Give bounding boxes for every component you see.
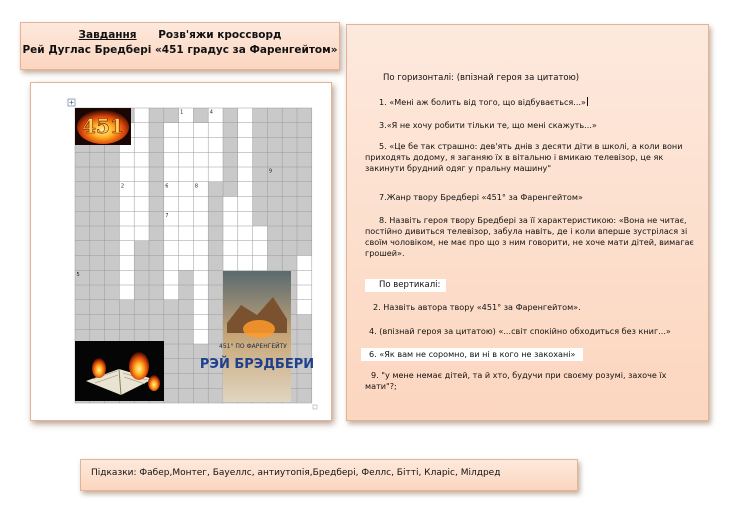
crossword-cell[interactable] xyxy=(238,108,253,123)
crossword-cell[interactable] xyxy=(164,285,179,300)
crossword-cell[interactable] xyxy=(193,123,208,138)
task-text: Розв'яжи кроссворд xyxy=(158,29,282,41)
crossword-cell[interactable] xyxy=(223,197,238,212)
crossword-cell[interactable] xyxy=(297,256,312,271)
crossword-cell[interactable] xyxy=(193,138,208,153)
crossword-cell[interactable] xyxy=(253,241,268,256)
clue-h-5: 5. «Це бе так страшно: дев'ять днів з десяти діти в школі, а коли вони приходять додому, я заганяю їх в вітальню і вмикаю телевізор, це як закинути брудний одяг у пральну машину" xyxy=(365,141,683,173)
crossword-cell[interactable] xyxy=(297,300,312,315)
crossword-cell[interactable] xyxy=(119,152,134,167)
crossword-cell[interactable] xyxy=(134,138,149,153)
crossword-cell[interactable] xyxy=(119,256,134,271)
crossword-cell[interactable] xyxy=(208,123,223,138)
task-line xyxy=(21,29,339,41)
clue-number: 7 xyxy=(165,212,169,219)
crossword-cell[interactable] xyxy=(238,152,253,167)
burning-book-image xyxy=(75,341,164,401)
crossword-cell[interactable] xyxy=(119,241,134,256)
clue-v-2: 2. Назвіть автора твору «451° за Фаренгейтом». xyxy=(373,302,581,312)
crossword-cell[interactable] xyxy=(238,167,253,182)
clue-h-1: 1. «Мені аж болить від того, що відбувається...» xyxy=(379,97,586,107)
crossword-cell[interactable] xyxy=(164,123,179,138)
crossword-cell[interactable] xyxy=(193,152,208,167)
crossword-cell[interactable] xyxy=(164,270,179,285)
crossword-cell[interactable] xyxy=(208,152,223,167)
clue-h-8: 8. Назвіть героя твору Бредбері за її характеристикою: «Вона не читає, постійно дивиться телевізор, забула навіть, де і коли вперше зустрілася зі своїм чоловіком, не має про що з ним говорити, не хоче мати дітей, вимагає грошей». xyxy=(365,215,694,258)
crossword-cell[interactable] xyxy=(164,256,179,271)
crossword-cell[interactable] xyxy=(193,315,208,330)
crossword-cell[interactable] xyxy=(193,241,208,256)
crossword-cell[interactable] xyxy=(119,270,134,285)
crossword-cell[interactable] xyxy=(179,123,194,138)
cover-small-text: 451° ПО ФАРЕНГЕЙТУ xyxy=(219,343,287,350)
crossword-cell[interactable] xyxy=(164,138,179,153)
crossword-cell[interactable] xyxy=(193,256,208,271)
crossword-svg xyxy=(31,83,331,420)
crossword-cell[interactable] xyxy=(164,197,179,212)
crossword-cell[interactable] xyxy=(179,197,194,212)
crossword-cell[interactable] xyxy=(179,211,194,226)
crossword-cell[interactable] xyxy=(193,226,208,241)
crossword-cell[interactable] xyxy=(238,123,253,138)
crossword-cell[interactable] xyxy=(223,241,238,256)
clue-number: 8 xyxy=(194,183,199,190)
crossword-cell[interactable] xyxy=(253,226,268,241)
clue-number: 9 xyxy=(268,168,273,175)
crossword-cell[interactable] xyxy=(134,108,149,123)
clue-h-7: 7.Жанр твору Бредбері «451° за Фаренгейтом» xyxy=(379,192,583,202)
task-label: Завдання xyxy=(78,29,137,41)
hint-panel xyxy=(80,459,578,491)
crossword-cell[interactable] xyxy=(208,167,223,182)
crossword-cell[interactable] xyxy=(134,226,149,241)
resize-handle-icon[interactable] xyxy=(313,405,317,409)
horizontal-heading xyxy=(383,73,718,84)
crossword-cell[interactable] xyxy=(179,256,194,271)
crossword-cell[interactable] xyxy=(208,138,223,153)
crossword-cell[interactable] xyxy=(193,285,208,300)
crossword-cell[interactable] xyxy=(253,256,268,271)
crossword-cell[interactable] xyxy=(193,270,208,285)
crossword-cell[interactable] xyxy=(238,182,253,197)
clue-h-3: 3.«Я не хочу робити тільки те, що мені скажуть...» xyxy=(379,120,597,130)
title-panel xyxy=(20,22,340,70)
crossword-cell[interactable] xyxy=(164,167,179,182)
crossword-cell[interactable] xyxy=(238,197,253,212)
crossword-cell[interactable] xyxy=(134,197,149,212)
crossword-cell[interactable] xyxy=(179,226,194,241)
crossword-cell[interactable] xyxy=(134,167,149,182)
crossword-cell[interactable] xyxy=(193,300,208,315)
svg-text:451: 451 xyxy=(82,114,124,138)
crossword-cell[interactable] xyxy=(179,182,194,197)
crossword-cell[interactable] xyxy=(238,138,253,153)
crossword-cell[interactable] xyxy=(119,211,134,226)
crossword-cell[interactable] xyxy=(119,197,134,212)
crossword-cell[interactable] xyxy=(193,197,208,212)
crossword-cell[interactable] xyxy=(179,167,194,182)
crossword-cell[interactable] xyxy=(164,226,179,241)
crossword-cell[interactable] xyxy=(238,256,253,271)
crossword-cell[interactable] xyxy=(119,226,134,241)
clue-number: 1 xyxy=(180,109,184,116)
crossword-cell[interactable] xyxy=(164,241,179,256)
text-cursor xyxy=(587,97,588,106)
clue-v-4: 4. (впізнай героя за цитатою) «...світ спокійно обходиться без книг...» xyxy=(369,326,671,336)
crossword-panel xyxy=(30,82,332,421)
crossword-cell[interactable] xyxy=(238,211,253,226)
crossword-cell[interactable] xyxy=(179,138,194,153)
crossword-cell[interactable] xyxy=(193,329,208,344)
crossword-cell[interactable] xyxy=(134,123,149,138)
crossword-cell[interactable] xyxy=(223,211,238,226)
clue-v-6: 6. «Як вам не соромно, ви ні в кого не закохані» xyxy=(361,348,583,361)
clue-number: 4 xyxy=(209,109,213,116)
crossword-cell[interactable] xyxy=(119,167,134,182)
crossword-cell[interactable] xyxy=(223,226,238,241)
horizontal-heading-label: По горизонталі: xyxy=(383,73,454,83)
crossword-cell[interactable] xyxy=(193,167,208,182)
clue-number: 6 xyxy=(165,183,169,190)
crossword-cell[interactable] xyxy=(193,211,208,226)
crossword-cell[interactable] xyxy=(164,152,179,167)
crossword-cell[interactable] xyxy=(134,182,149,197)
fire-451-image xyxy=(75,108,131,145)
crossword-cell[interactable] xyxy=(179,241,194,256)
crossword-cell[interactable] xyxy=(179,152,194,167)
crossword-cell[interactable] xyxy=(238,241,253,256)
clue-number: 5 xyxy=(76,271,80,278)
crossword-cell[interactable] xyxy=(119,285,134,300)
vertical-heading: По вертикалі: xyxy=(365,279,446,292)
crossword-cell[interactable] xyxy=(238,226,253,241)
crossword-cell[interactable] xyxy=(297,285,312,300)
clue-number: 2 xyxy=(120,183,125,190)
hint-text: Підказки: Фабер,Монтег, Бауеллс, антиутопія,Бредбері, Феллс, Бітті, Кларіс, Мілдред xyxy=(91,468,501,478)
crossword-cell[interactable] xyxy=(223,256,238,271)
subtitle: Рей Дуглас Бредбері «451 градус за Фаренгейтом» xyxy=(22,44,338,56)
horizontal-heading-note: (впізнай героя за цитатою) xyxy=(456,73,580,83)
crossword-cell[interactable] xyxy=(297,270,312,285)
clue-v-9: 9. "у мене немає дітей, та й хто, будучи при своєму розумі, захоче їх мати"?; xyxy=(365,370,667,391)
crossword-cell[interactable] xyxy=(134,152,149,167)
crossword-cell[interactable] xyxy=(134,211,149,226)
cover-title-text: РЭЙ БРЭДБЕРИ xyxy=(199,357,315,372)
clues-panel xyxy=(346,24,709,421)
